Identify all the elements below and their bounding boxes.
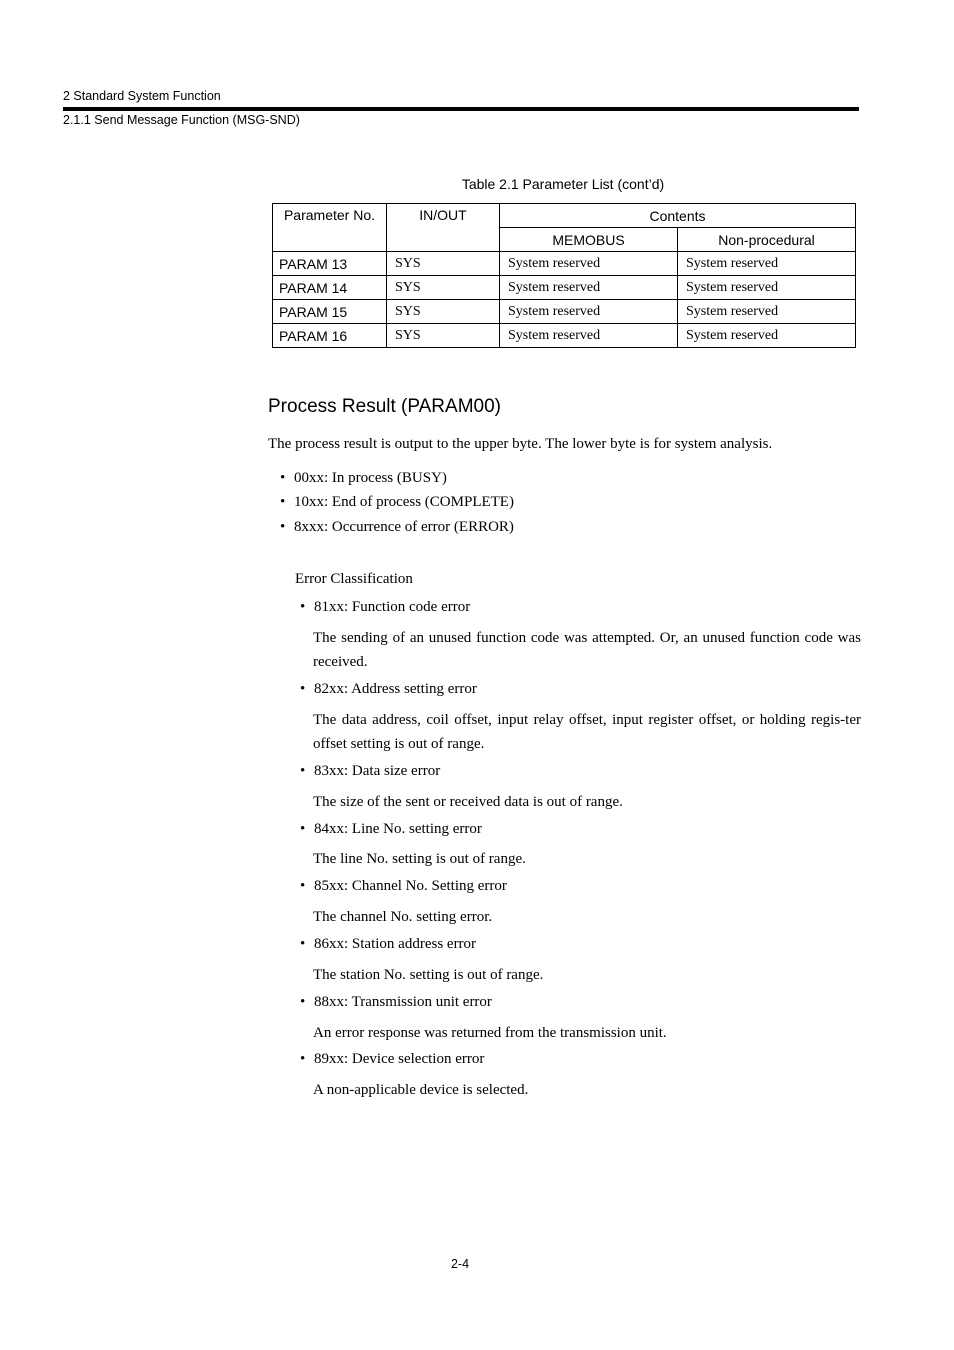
error-item-title: • 86xx: Station address error bbox=[300, 936, 477, 952]
parameter-table bbox=[272, 203, 856, 348]
cell-memobus: System reserved bbox=[500, 300, 678, 324]
list-item: • 10xx: End of process (COMPLETE) bbox=[280, 494, 514, 510]
error-item-description: An error response was returned from the transmission unit. bbox=[313, 1025, 667, 1041]
error-item-description: The data address, coil offset, input relay offset, input register offset, or holding regis-ter offset setting is out of range. bbox=[313, 712, 861, 752]
bullet-icon: • bbox=[300, 821, 306, 837]
error-item-title: • 89xx: Device selection error bbox=[300, 1051, 485, 1067]
error-item-title: • 84xx: Line No. setting error bbox=[300, 821, 482, 837]
cell-nonproc: System reserved bbox=[678, 252, 856, 276]
cell-io: SYS bbox=[387, 300, 500, 324]
bullet-icon: • bbox=[300, 599, 306, 615]
bullet-icon: • bbox=[300, 994, 306, 1010]
cell-io: SYS bbox=[387, 276, 500, 300]
error-classification-title: Error Classification bbox=[295, 571, 413, 587]
error-item-description: The size of the sent or received data is out of range. bbox=[313, 794, 623, 810]
error-item-title: • 81xx: Function code error bbox=[300, 599, 471, 615]
error-item-description: A non-applicable device is selected. bbox=[313, 1082, 529, 1098]
col-header-in-out: IN/OUT bbox=[387, 204, 500, 252]
page-number: 2-4 bbox=[450, 1257, 470, 1271]
cell-io: SYS bbox=[387, 252, 500, 276]
section-heading: Process Result (PARAM00) bbox=[268, 396, 501, 417]
table-row bbox=[273, 324, 856, 348]
cell-io: SYS bbox=[387, 324, 500, 348]
cell-param: PARAM 16 bbox=[273, 324, 387, 348]
bullet-icon: • bbox=[300, 681, 306, 697]
list-item: • 8xxx: Occurrence of error (ERROR) bbox=[280, 519, 514, 535]
error-item-description: The channel No. setting error. bbox=[313, 909, 493, 925]
table-row bbox=[273, 252, 856, 276]
cell-param: PARAM 13 bbox=[273, 252, 387, 276]
bullet-icon: • bbox=[280, 470, 286, 486]
error-item-title: • 85xx: Channel No. Setting error bbox=[300, 878, 507, 894]
cell-memobus: System reserved bbox=[500, 324, 678, 348]
error-item-description: The station No. setting is out of range. bbox=[313, 967, 544, 983]
running-header-section: 2.1.1 Send Message Function (MSG-SND) bbox=[63, 113, 300, 127]
cell-memobus: System reserved bbox=[500, 252, 678, 276]
bullet-icon: • bbox=[300, 1051, 306, 1067]
bullet-icon: • bbox=[280, 494, 286, 510]
col-header-parameter-no: Parameter No. bbox=[273, 204, 387, 252]
bullet-icon: • bbox=[300, 878, 306, 894]
error-item-title: • 88xx: Transmission unit error bbox=[300, 994, 492, 1010]
error-item-title: • 82xx: Address setting error bbox=[300, 681, 477, 697]
list-item: • 00xx: In process (BUSY) bbox=[280, 470, 447, 486]
cell-param: PARAM 14 bbox=[273, 276, 387, 300]
error-item-description: The line No. setting is out of range. bbox=[313, 851, 526, 867]
running-header-chapter: 2 Standard System Function bbox=[63, 89, 221, 103]
error-item-title: • 83xx: Data size error bbox=[300, 763, 441, 779]
error-item-description: The sending of an unused function code was attempted. Or, an unused function code was received. bbox=[313, 630, 861, 670]
table-caption: Table 2.1 Parameter List (cont’d) bbox=[461, 176, 665, 192]
cell-nonproc: System reserved bbox=[678, 324, 856, 348]
col-header-non-procedural: Non-procedural bbox=[678, 228, 856, 252]
cell-memobus: System reserved bbox=[500, 276, 678, 300]
cell-param: PARAM 15 bbox=[273, 300, 387, 324]
cell-nonproc: System reserved bbox=[678, 300, 856, 324]
bullet-icon: • bbox=[300, 936, 306, 952]
table-row bbox=[273, 276, 856, 300]
bullet-icon: • bbox=[300, 763, 306, 779]
intro-paragraph: The process result is output to the upper byte. The lower byte is for system analysis. bbox=[268, 436, 773, 452]
table-row bbox=[273, 300, 856, 324]
col-header-contents: Contents bbox=[500, 204, 856, 228]
header-rule bbox=[63, 107, 859, 111]
cell-nonproc: System reserved bbox=[678, 276, 856, 300]
bullet-icon: • bbox=[280, 519, 286, 535]
col-header-memobus: MEMOBUS bbox=[500, 228, 678, 252]
